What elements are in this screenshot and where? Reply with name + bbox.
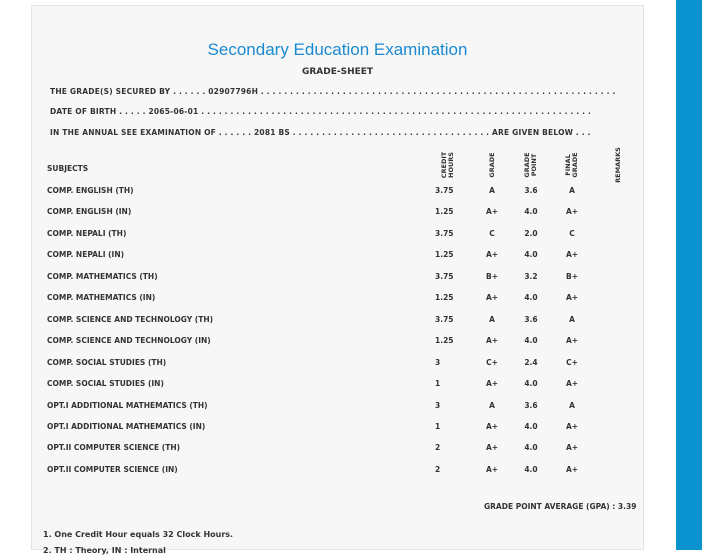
grade-point-cell: 2.0 <box>524 228 538 238</box>
credit-hours-cell: 3.75 <box>435 271 454 281</box>
subject-cell: COMP. SOCIAL STUDIES (TH) <box>47 357 167 367</box>
final-grade-cell: B+ <box>565 271 578 281</box>
grade-point-cell: 3.2 <box>524 271 538 281</box>
grade-point-cell: 3.6 <box>524 314 538 324</box>
grade-cell: A <box>489 314 495 324</box>
grade-point-cell: 2.4 <box>524 357 538 367</box>
final-grade-cell: A+ <box>565 336 579 346</box>
grade-point-cell: 4.0 <box>524 379 538 389</box>
final-grade-cell: C <box>569 228 575 238</box>
right-accent-bar <box>676 0 702 550</box>
credit-hours-cell: 1.25 <box>435 336 454 346</box>
subject-cell: OPT.II COMPUTER SCIENCE (TH) <box>47 443 181 453</box>
grade-cell: A+ <box>485 336 499 346</box>
grade-point-cell: 3.6 <box>524 186 538 195</box>
table-row <box>32 465 643 486</box>
subject-cell: COMP. SCIENCE AND TECHNOLOGY (IN) <box>47 336 211 346</box>
table-row <box>32 336 643 357</box>
final-grade-cell: A <box>569 314 575 324</box>
credit-hours-cell: 1 <box>435 421 441 431</box>
grade-point-cell: 4.0 <box>524 421 538 431</box>
credit-hours-cell: 3.75 <box>435 228 454 238</box>
table-row <box>32 186 643 207</box>
grade-point-cell: 4.0 <box>524 293 538 303</box>
final-grade-cell: C+ <box>566 357 578 367</box>
grade-point-cell: 4.0 <box>524 443 538 453</box>
subject-cell: OPT.II COMPUTER SCIENCE (IN) <box>47 464 178 474</box>
column-grade: GRADE <box>487 152 496 178</box>
grade-point-cell: 4.0 <box>524 250 538 260</box>
credit-hours-cell: 2 <box>435 464 441 474</box>
column-grade-point: GRADE POINT <box>523 152 538 178</box>
final-grade-cell: A <box>569 186 575 195</box>
table-row <box>32 379 643 400</box>
credit-hours-cell: 3 <box>435 357 441 367</box>
note-legend: 2. TH : Theory, IN : Internal <box>43 546 166 555</box>
grade-cell: A+ <box>485 464 499 474</box>
final-grade-cell: A+ <box>565 464 579 474</box>
grade-sheet-panel <box>31 5 644 555</box>
column-remarks: REMARKS <box>613 147 622 183</box>
grade-point-cell: 4.0 <box>524 336 538 346</box>
credit-hours-cell: 3.75 <box>435 314 454 324</box>
grade-point-cell: 4.0 <box>524 464 538 474</box>
grade-cell: C <box>489 228 495 238</box>
column-credit-hours: CREDIT HOURS <box>440 151 455 179</box>
info-secured-by: THE GRADE(S) SECURED BY . . . . . . 02907796H . . . . . . . . . . . . . . . . . . . . . . . . . . . . . . . . . . . . . . . . . . . . . . . . . . . . . . . . . . . . . <box>50 87 616 96</box>
credit-hours-cell: 1 <box>435 379 441 389</box>
subject-cell: COMP. ENGLISH (IN) <box>47 207 132 217</box>
subject-cell: COMP. MATHEMATICS (TH) <box>47 271 158 281</box>
credit-hours-cell: 1.25 <box>435 250 454 260</box>
table-row <box>32 443 643 464</box>
subject-cell: OPT.I ADDITIONAL MATHEMATICS (TH) <box>47 400 208 410</box>
column-final-grade: FINAL GRADE <box>564 152 579 178</box>
credit-hours-cell: 3 <box>435 400 441 410</box>
note-credit-hour: 1. One Credit Hour equals 32 Clock Hours. <box>43 530 234 539</box>
table-row <box>32 229 643 250</box>
credit-hours-cell: 2 <box>435 443 441 453</box>
grade-cell: A <box>489 400 495 410</box>
final-grade-cell: A+ <box>565 293 579 303</box>
grade-point-cell: 4.0 <box>524 207 538 217</box>
subject-cell: COMP. NEPALI (TH) <box>47 228 127 238</box>
grade-cell: A+ <box>485 379 499 389</box>
final-grade-cell: A+ <box>565 207 579 217</box>
final-grade-cell: A+ <box>565 443 579 453</box>
credit-hours-cell: 1.25 <box>435 293 454 303</box>
gpa-summary: GRADE POINT AVERAGE (GPA) : 3.39 <box>484 502 637 511</box>
table-row <box>32 250 643 271</box>
subject-cell: COMP. MATHEMATICS (IN) <box>47 293 156 303</box>
grade-cell: A+ <box>485 207 499 217</box>
info-examination: IN THE ANNUAL SEE EXAMINATION OF . . . . . . 2081 BS . . . . . . . . . . . . . . . . . . . . . . . . . . . . . . . . . . ARE GIVEN BELOW . . . <box>50 128 591 137</box>
credit-hours-cell: 1.25 <box>435 207 454 217</box>
final-grade-cell: A <box>569 400 575 410</box>
grade-cell: B+ <box>485 271 498 281</box>
column-subjects: SUBJECTS <box>47 164 89 173</box>
final-grade-cell: A+ <box>565 250 579 260</box>
final-grade-cell: A+ <box>565 379 579 389</box>
subject-cell: COMP. NEPALI (IN) <box>47 250 125 260</box>
grade-cell: C+ <box>486 357 498 367</box>
credit-hours-cell: 3.75 <box>435 186 454 195</box>
table-row <box>32 207 643 228</box>
grade-point-cell: 3.6 <box>524 400 538 410</box>
grade-sheet-heading: GRADE-SHEET <box>301 67 374 77</box>
subject-cell: COMP. ENGLISH (TH) <box>47 186 134 195</box>
grade-cell: A+ <box>485 421 499 431</box>
subject-cell: OPT.I ADDITIONAL MATHEMATICS (IN) <box>47 421 206 431</box>
final-grade-cell: A+ <box>565 421 579 431</box>
info-date-of-birth: DATE OF BIRTH . . . . . 2065-06-01 . . . . . . . . . . . . . . . . . . . . . . . . . . . . . . . . . . . . . . . . . . . . . . . . . . . . . . . . . . . . . . . . . . . <box>50 107 592 116</box>
table-row <box>32 293 643 314</box>
table-row <box>32 272 643 293</box>
exam-title: Secondary Education Examination <box>207 40 468 59</box>
grade-cell: A <box>489 186 495 195</box>
grade-cell: A+ <box>485 293 499 303</box>
table-row <box>32 358 643 379</box>
table-row <box>32 401 643 422</box>
table-row <box>32 422 643 443</box>
grade-cell: A+ <box>485 443 499 453</box>
grade-cell: A+ <box>485 250 499 260</box>
subject-cell: COMP. SOCIAL STUDIES (IN) <box>47 379 164 389</box>
table-row <box>32 315 643 336</box>
subject-cell: COMP. SCIENCE AND TECHNOLOGY (TH) <box>47 314 214 324</box>
